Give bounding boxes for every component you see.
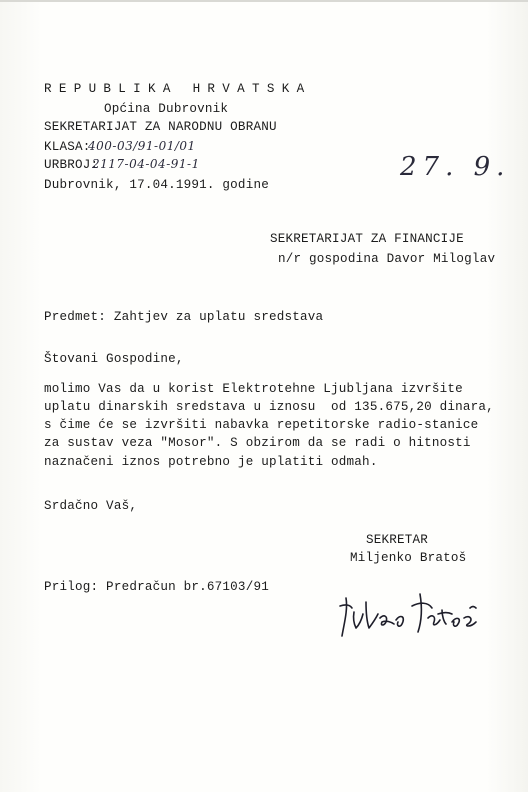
signatory-title: SEKRETAR — [366, 533, 429, 547]
department-name: SEKRETARIJAT ZA NARODNU OBRANU — [44, 120, 277, 134]
body-line: naznačeni iznos potrebno je uplatiti odmah. — [44, 455, 378, 469]
place-date: Dubrovnik, 17.04.1991. godine — [44, 178, 269, 192]
body-line: uplatu dinarskih sredstava u iznosu od 135.675,20 dinara, — [44, 400, 494, 414]
municipality-name: Općina Dubrovnik — [104, 102, 229, 116]
body-line: molimo Vas da u korist Elektrotehne Ljubljana izvršite — [44, 382, 463, 396]
urbroj-value: 2117-04-04-91-1 — [92, 157, 200, 171]
klasa-label: KLASA: — [44, 140, 91, 154]
signatory-name: Miljenko Bratoš — [350, 551, 467, 565]
body-line: za sustav veza "Mosor". S obzirom da se radi o hitnosti — [44, 436, 471, 450]
attachment-line: Prilog: Predračun br.67103/91 — [44, 580, 269, 594]
salutation: Štovani Gospodine, — [44, 352, 184, 366]
republic-heading: REPUBLIKA HRVATSKA — [44, 82, 312, 96]
handwritten-mark: 27. 9. — [400, 152, 511, 182]
recipient-office: SEKRETARIJAT ZA FINANCIJE — [270, 232, 464, 246]
handwritten-signature — [336, 584, 486, 644]
recipient-attention: n/r gospodina Davor Miloglav — [278, 252, 496, 266]
closing: Srdačno Vaš, — [44, 499, 138, 513]
klasa-value: 400-03/91-01/01 — [88, 139, 196, 153]
body-line: s čime će se izvršiti nabavka repetitorske radio-stanice — [44, 418, 479, 432]
urbroj-label: URBROJ: — [44, 158, 99, 172]
subject-line: Predmet: Zahtjev za uplatu sredstava — [44, 310, 324, 324]
